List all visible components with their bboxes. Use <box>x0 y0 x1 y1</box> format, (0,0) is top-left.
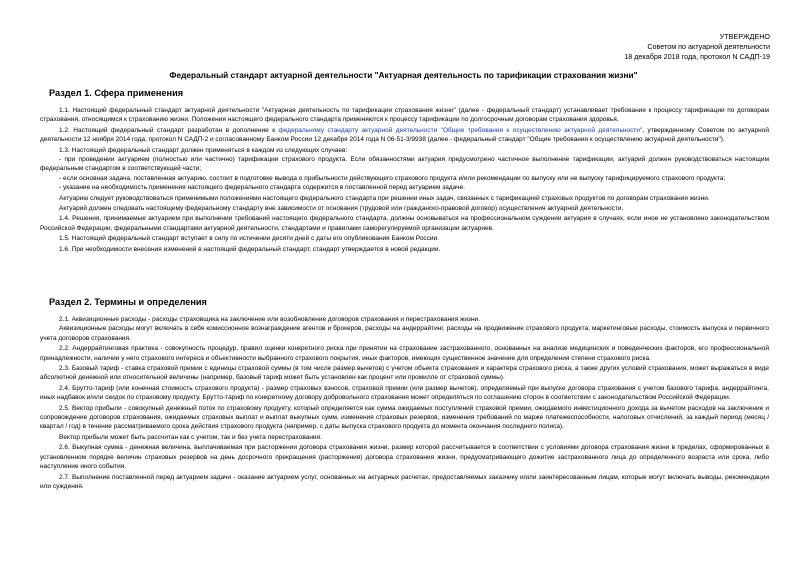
paragraph: Актуарий должен следовать настоящему федеральному стандарту вне зависимости от основания (трудовой или гражданско-правовой договор) осуществления актуарной деятельности. <box>59 205 624 213</box>
paragraph-text: 1.2. Настоящий федеральный стандарт разработан в дополнение к <box>59 126 279 134</box>
section-1-heading: Раздел 1. Сфера применения <box>49 88 184 98</box>
section-2-heading: Раздел 2. Термины и определения <box>49 297 207 307</box>
paragraph: 2.2. Андеррайтинговая практика - совокупность процедур, правил оценки конкретного риска при принятии на страхование застрахованного, основанных на анализе медицинских и поведенческих факторов, его профессиональной принадлежности, наличии у него страхового интереса и объективности выбранного страхового покрытия, иных факторов, имеющих существенное значение для определения степени страхового риска. <box>40 345 769 362</box>
paragraph: 2.5. Вектор прибыли - совокупный денежный поток по страховому продукту, который определяется как сумма ожидаемых поступлений страховой премии, ожидаемого инвестиционного дохода за вычетом расходов на заключение и сопровождение договоров страхования, ожидаемых страховых выплат и выплат выкупных сумм, изменения страховых резервов, изменения требований по марже платежеспособности, налоговых отчислений, за каждый период (месяц / квартал / год) в течение рассматриваемого срока действия страхового продукта (например, с даты выпуска страхового продукта до момента окончания последнего полиса). <box>40 404 769 431</box>
approval-block <box>624 32 770 63</box>
section-2-body <box>40 315 769 491</box>
paragraph: - если основная задача, поставленная актуарию, состоит в подготовке вывода о прибыльности действующего страхового продукта и/или рекомендации по выпуску или не выпуску тарифицируемого страхового продукта; <box>59 174 726 182</box>
paragraph: 1.1. Настоящий федеральный стандарт актуарной деятельности "Актуарная деятельность по тарификации страхования жизни" (далее - федеральный стандарт) устанавливает требования к процессу тарификации по договорам страхования, относящимся к страхованию жизни. Положения настоящего федерального стандарта применяются к процессу тарификации по долгосрочным договорам страхования здоровья. <box>40 107 769 124</box>
document-title: Федеральный стандарт актуарной деятельности "Актуарная деятельность по тарификации страхования жизни" <box>169 70 638 80</box>
paragraph-text: , утвержденному Советом по актуарной деятельности 12 ноября 2014 года, протокол N САДП-2 и согласованному Банком России 12 декабря 2014 года N 06-51-3/9938 (далее - федеральный стандарт "Общие требования к осуществлению актуарной деятельности"). <box>40 126 769 144</box>
approved-date: 18 декабря 2018 года, протокол N САДП-19 <box>624 52 770 62</box>
paragraph: - указание на необходимость применения настоящего федерального стандарта содержится в поставленной перед актуарием задаче. <box>59 184 465 192</box>
paragraph: 2.1. Аквизиционные расходы - расходы страховщика на заключение или возобновление договоров страхования и перестрахования жизни. <box>59 316 480 323</box>
paragraph: 1.6. При необходимости внесения изменений в настоящий федеральный стандарт, стандарт утверждается в новой редакции. <box>59 245 441 253</box>
paragraph: Вектор прибыли может быть рассчитан как с учетом, так и без учета перестрахования. <box>59 433 322 441</box>
paragraph: 2.4. Брутто-тариф (или конечная стоимость страхового продукта) - размер страховых взносов, страховой премии (или размер вычетов), определяемый при выпуске договора страхования с учетом базового тарифа, андеррайтинга, иных надбавок и/или скидок по страховому продукту. Брутто-тариф по конкретному договору добровольного страхования может определяться по соглашению сторон в соответствии с законодательством Российской Федерации. <box>40 384 769 402</box>
paragraph: 1.5. Настоящий федеральный стандарт вступает в силу по истечении десяти дней с даты его опубликования Банком России. <box>59 235 439 243</box>
paragraph: 1.4. Решения, принимаемые актуарием при выполнении требований настоящего федерального стандарта, должны основываться на профессиональном суждении актуария в случаях, если иное не установлено законодательством Российской Федерации, федеральными стандартами актуарной деятельности, стандартами и правилами саморегулируемой организации актуариев. <box>40 215 769 232</box>
general-requirements-standard-link[interactable]: федеральному стандарту актуарной деятельности "Общие требования к осуществлению актуарной деятельности" <box>278 126 643 134</box>
approved-label: УТВЕРЖДЕНО <box>719 32 770 41</box>
paragraph: Актуарию следует руководствоваться применимыми положениями настоящего федерального стандарта при решении иных задач, связанных с тарификацией страховых продуктов по договорам страхования жизни. <box>59 194 710 202</box>
paragraph: 1.3. Настоящий федеральный стандарт должен применяться в каждом из следующих случаев: <box>59 146 348 154</box>
paragraph <box>40 126 769 145</box>
paragraph: - при проведении актуарием (полностью или частично) тарификации страхового продукта. Если обязанностями актуария предусмотрено частичное выполнение тарификации, актуарий должен руководствоваться настоящим федеральным стандартом в соответствующей части; <box>40 156 769 173</box>
approved-by: Советом по актуарной деятельности <box>647 42 770 52</box>
paragraph: 2.6. Выкупная сумма - денежная величина, выплачиваемая при расторжении договора страхования жизни, размер которой рассчитывается в соответствии с условиями договора страхования жизни в пределах, сформированных в установленном порядке величин страховых резервов на день досрочного прекращения (расторжения) договора страхования жизни, предусматривающего дожитие застрахованного лица до определенного возраста или срока, либо наступление иного события. <box>40 444 769 471</box>
paragraph: 2.7. Выполнение поставленной перед актуарием задачи - оказание актуарием услуг, основанных на актуарных расчетах, предоставляемых заказчику и/или заинтересованным лицам, которые могут включать выводы, рекомендации или суждения. <box>40 473 769 490</box>
paragraph: Аквизиционные расходы могут включать в себя комиссионное вознаграждение агентов и брокеров, расходы на андеррайтинг, расходы на продвижение страхового продукта, маркетинговые расходы, стоимость выпуска и первичного учета договоров страхования. <box>40 325 769 342</box>
section-1-body <box>40 106 769 254</box>
paragraph: 2.3. Базовый тариф - ставка страховой премии с единицы страховой суммы (в том числе размер вычетов) с учетом объекта страхования и характера страхового риска, а также других условий страхования, может выражаться в виде абсолютной денежной или относительной величины (например, базовый тариф может быть установлен как процент или промилле от страховой суммы). <box>40 365 769 382</box>
